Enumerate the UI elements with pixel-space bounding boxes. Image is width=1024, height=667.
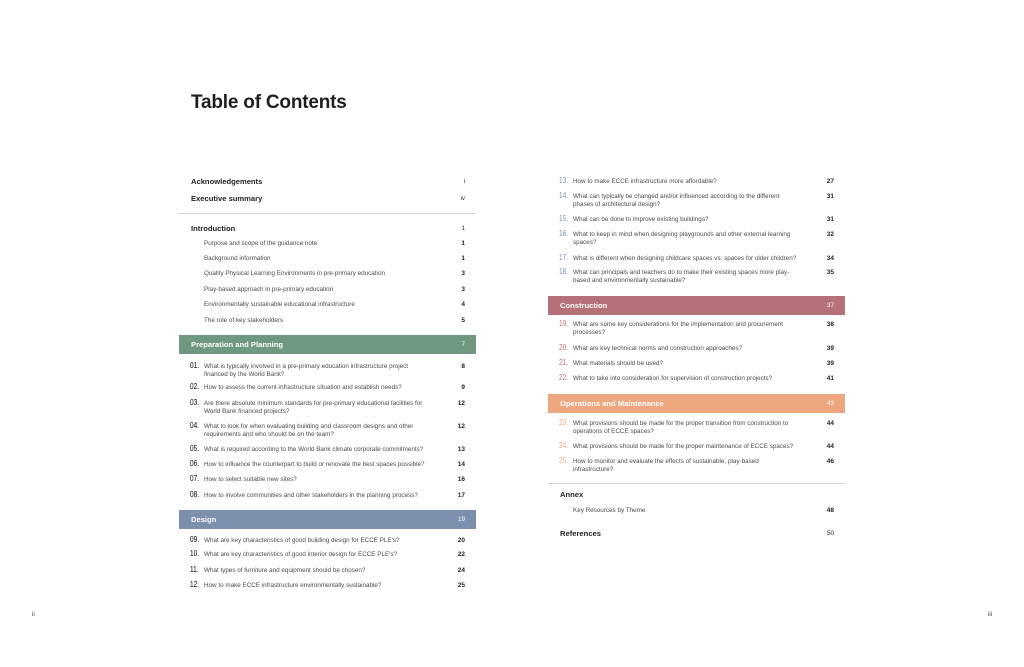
section-band-planning[interactable]: Preparation and Planning 7 bbox=[179, 335, 476, 354]
section-band-operations[interactable]: Operations and Maintenance 43 bbox=[548, 394, 845, 413]
page-title: Table of Contents bbox=[191, 92, 347, 113]
page-number-left: ii bbox=[32, 612, 35, 618]
section-band-design[interactable]: Design 19 bbox=[179, 510, 476, 529]
section-band-construction[interactable]: Construction 37 bbox=[548, 296, 845, 315]
section-divider bbox=[179, 213, 476, 214]
section-divider bbox=[548, 483, 845, 484]
page-number-right: iii bbox=[988, 612, 992, 618]
